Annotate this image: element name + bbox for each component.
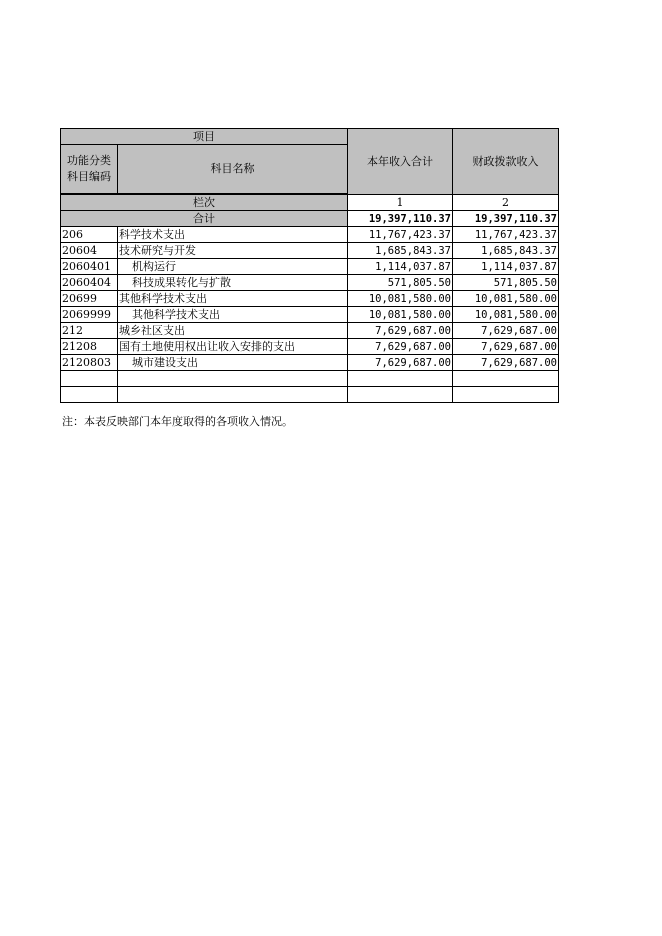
total-label: 合计 xyxy=(61,211,348,227)
table-row xyxy=(61,339,559,355)
index-col2: 2 xyxy=(453,195,559,211)
row-name: 其他科学技术支出 xyxy=(118,307,348,323)
empty-cell xyxy=(61,371,118,387)
index-row xyxy=(61,195,559,211)
row-fiscal: 11,767,423.37 xyxy=(453,227,559,243)
empty-cell xyxy=(453,371,559,387)
table-row xyxy=(61,227,559,243)
row-fiscal: 1,114,037.87 xyxy=(453,259,559,275)
code-header-line1: 功能分类 xyxy=(67,154,111,167)
table-row xyxy=(61,259,559,275)
row-fiscal: 571,805.50 xyxy=(453,275,559,291)
row-name: 城市建设支出 xyxy=(118,355,348,371)
row-name: 其他科学技术支出 xyxy=(118,291,348,307)
total-amount: 19,397,110.37 xyxy=(348,211,453,227)
row-fiscal: 7,629,687.00 xyxy=(453,339,559,355)
row-code: 20604 xyxy=(61,243,118,259)
footnote: 注：本表反映部门本年度取得的各项收入情况。 xyxy=(62,415,293,428)
row-fiscal: 10,081,580.00 xyxy=(453,291,559,307)
table-row xyxy=(61,291,559,307)
row-code: 21208 xyxy=(61,339,118,355)
empty-cell xyxy=(348,371,453,387)
row-fiscal: 1,685,843.37 xyxy=(453,243,559,259)
row-name: 国有土地使用权出让收入安排的支出 xyxy=(118,339,348,355)
row-total: 7,629,687.00 xyxy=(348,355,453,371)
row-name: 机构运行 xyxy=(118,259,348,275)
header-row-item xyxy=(61,129,559,145)
code-header xyxy=(61,145,118,194)
table-row xyxy=(61,275,559,291)
row-name: 技术研究与开发 xyxy=(118,243,348,259)
row-code: 2120803 xyxy=(61,355,118,371)
row-code: 2060401 xyxy=(61,259,118,275)
table-row xyxy=(61,243,559,259)
index-col1: 1 xyxy=(348,195,453,211)
table-row xyxy=(61,307,559,323)
index-label: 栏次 xyxy=(61,195,348,211)
table-row xyxy=(61,323,559,339)
row-total: 571,805.50 xyxy=(348,275,453,291)
col-total-header: 本年收入合计 xyxy=(348,129,453,195)
empty-cell xyxy=(348,387,453,403)
total-fiscal: 19,397,110.37 xyxy=(453,211,559,227)
empty-cell xyxy=(453,387,559,403)
row-total: 7,629,687.00 xyxy=(348,323,453,339)
row-fiscal: 7,629,687.00 xyxy=(453,323,559,339)
row-total: 1,114,037.87 xyxy=(348,259,453,275)
code-header-line2: 科目编码 xyxy=(67,170,111,183)
row-total: 1,685,843.37 xyxy=(348,243,453,259)
row-total: 10,081,580.00 xyxy=(348,307,453,323)
item-header: 项目 xyxy=(61,129,348,145)
row-total: 11,767,423.37 xyxy=(348,227,453,243)
row-code: 2069999 xyxy=(61,307,118,323)
row-code: 2060404 xyxy=(61,275,118,291)
total-row xyxy=(61,211,559,227)
name-header: 科目名称 xyxy=(118,145,348,194)
row-code: 206 xyxy=(61,227,118,243)
empty-cell xyxy=(118,387,348,403)
empty-cell xyxy=(61,387,118,403)
row-name: 城乡社区支出 xyxy=(118,323,348,339)
row-fiscal: 7,629,687.00 xyxy=(453,355,559,371)
col-fiscal-header: 财政拨款收入 xyxy=(453,129,559,195)
row-fiscal: 10,081,580.00 xyxy=(453,307,559,323)
row-name: 科技成果转化与扩散 xyxy=(118,275,348,291)
row-total: 7,629,687.00 xyxy=(348,339,453,355)
income-table xyxy=(60,128,559,403)
row-code: 20699 xyxy=(61,291,118,307)
row-code: 212 xyxy=(61,323,118,339)
empty-row xyxy=(61,387,559,403)
empty-cell xyxy=(118,371,348,387)
table-row xyxy=(61,355,559,371)
row-name: 科学技术支出 xyxy=(118,227,348,243)
row-total: 10,081,580.00 xyxy=(348,291,453,307)
empty-row xyxy=(61,371,559,387)
